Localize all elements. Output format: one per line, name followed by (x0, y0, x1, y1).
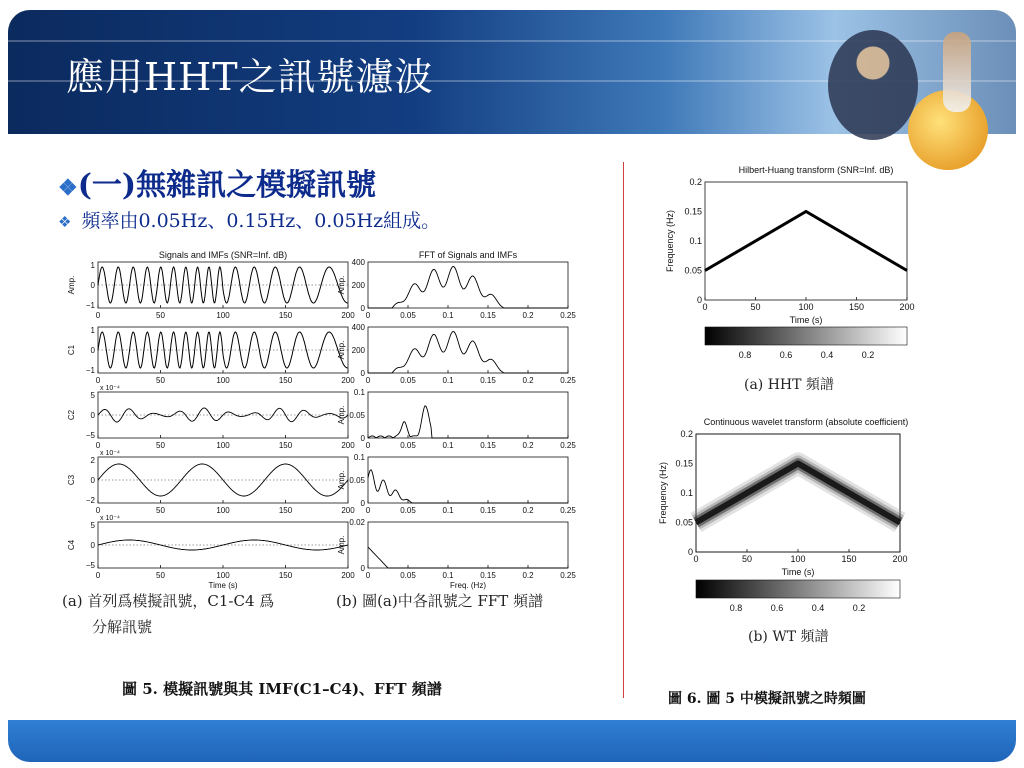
fft-spectrum-line (368, 470, 568, 503)
y-tick-label: 0.1 (689, 236, 702, 246)
x-tick-label: 0.05 (400, 376, 416, 385)
x-axis-label: Freq. (Hz) (450, 581, 486, 590)
x-tick-label: 200 (341, 311, 355, 320)
x-tick-label: 50 (156, 311, 165, 320)
y-tick-label: −1 (85, 301, 95, 310)
person-illustration (828, 30, 918, 140)
fft-panel (368, 457, 568, 503)
x-tick-label: 0.25 (560, 571, 576, 580)
x-tick-label: 0.2 (522, 506, 534, 515)
x-tick-label: 0.1 (442, 506, 454, 515)
x-tick-label: 150 (278, 506, 293, 515)
x-tick-label: 200 (899, 302, 915, 312)
y-tick-label: 0.15 (675, 458, 693, 469)
colorbar-tick-label: 0.4 (820, 350, 834, 360)
x-tick-label: 200 (341, 441, 355, 450)
chart-title: Continuous wavelet transform (absolute coefficient) (703, 417, 909, 427)
colorbar-tick-label: 0.2 (861, 350, 875, 360)
x-tick-label: 0 (702, 302, 708, 312)
y-tick-label: 0 (360, 304, 365, 313)
y-tick-label: 0.1 (353, 453, 365, 462)
x-tick-label: 200 (341, 571, 355, 580)
plot-frame (705, 182, 907, 300)
y-tick-label: 400 (351, 258, 365, 267)
y-tick-label: −5 (85, 431, 95, 440)
chart-title: Hilbert-Huang transform (SNR=Inf. dB) (738, 165, 894, 175)
y-tick-label: 0 (360, 434, 365, 443)
x-tick-label: 150 (841, 554, 857, 564)
x-tick-label: 0 (95, 376, 101, 385)
y-tick-label: 400 (351, 323, 365, 332)
x-tick-label: 0.2 (522, 311, 534, 320)
x-tick-label: 50 (156, 571, 165, 580)
fft-spectrum-line (368, 332, 568, 374)
x-tick-label: 0.15 (480, 376, 496, 385)
y-tick-label: −5 (85, 561, 95, 570)
wt-subcaption: (b) WT 頻譜 (748, 629, 829, 645)
footer-bar (8, 720, 1016, 762)
figure-5-signals-fft (50, 248, 670, 590)
y-tick-label: 0 (90, 476, 95, 485)
y-tick-label: 0.15 (684, 206, 702, 217)
y-tick-label: 0.2 (680, 429, 693, 439)
y-tick-label: 0 (90, 411, 95, 420)
x-tick-label: 0 (95, 571, 101, 580)
x-tick-label: 0.2 (522, 571, 534, 580)
exponent-label: x 10⁻⁴ (100, 385, 120, 392)
figure-5-caption: 圖 5. 模擬訊號與其 IMF(C1–C4)、FFT 頻譜 (122, 680, 442, 698)
woman-illustration (943, 32, 971, 112)
fft-spectrum-line (368, 406, 568, 438)
panel-label: Amp. (67, 275, 76, 295)
x-tick-label: 0 (365, 376, 371, 385)
panel-label: C2 (67, 409, 76, 421)
fft-panel (368, 522, 568, 568)
x-tick-label: 0.15 (480, 311, 496, 320)
y-tick-label: 1 (90, 326, 95, 335)
fft-spectrum-line (368, 547, 568, 568)
diamond-bullet-icon: ❖ (58, 213, 72, 231)
x-tick-label: 100 (798, 302, 814, 312)
chart-title: FFT of Signals and IMFs (418, 250, 518, 260)
y-tick-label: −2 (85, 496, 95, 505)
caption-a-line2: 分解訊號 (92, 618, 153, 636)
x-tick-label: 0.15 (480, 506, 496, 515)
y-tick-label: −1 (85, 366, 95, 375)
x-tick-label: 200 (341, 506, 355, 515)
page-title: 應用HHT之訊號濾波 (66, 55, 434, 99)
y-tick-label: 0.05 (349, 476, 365, 485)
x-tick-label: 0.25 (560, 506, 576, 515)
x-tick-label: 150 (848, 302, 865, 312)
x-tick-label: 50 (156, 506, 165, 515)
fft-panel (368, 327, 568, 373)
x-tick-label: 200 (341, 376, 355, 385)
diamond-bullet-icon: ❖ (58, 175, 78, 201)
hht-spectrum-chart (655, 160, 935, 360)
hht-subcaption: (a) HHT 頻譜 (744, 377, 834, 393)
x-axis-label: Time (s) (789, 315, 823, 325)
panel-label: Amp. (337, 405, 346, 425)
x-tick-label: 50 (156, 441, 165, 450)
x-tick-label: 0 (693, 554, 699, 564)
colorbar-tick-label: 0.8 (729, 603, 743, 613)
wt-spectrum-chart (650, 412, 940, 622)
x-tick-label: 0.1 (442, 311, 454, 320)
x-tick-label: 0.25 (560, 376, 576, 385)
chart-title: Signals and IMFs (SNR=Inf. dB) (158, 250, 288, 260)
y-tick-label: 0.02 (349, 518, 365, 527)
exponent-label: x 10⁻⁴ (100, 450, 120, 457)
x-tick-label: 0.05 (400, 571, 416, 580)
colorbar-tick-label: 0.8 (738, 350, 752, 360)
x-tick-label: 150 (278, 441, 293, 450)
x-tick-label: 100 (216, 571, 230, 580)
fft-panel (368, 392, 568, 438)
x-tick-label: 0 (365, 571, 371, 580)
colorbar (696, 580, 900, 598)
y-tick-label: 0 (687, 547, 693, 557)
panel-label: C4 (67, 539, 76, 551)
signal-waveform (98, 332, 348, 368)
fft-spectrum-line (368, 267, 568, 309)
y-tick-label: 0.05 (349, 411, 365, 420)
colorbar (705, 327, 907, 345)
x-tick-label: 0.2 (522, 376, 534, 385)
signal-waveform (98, 408, 348, 422)
x-tick-label: 0.05 (400, 311, 416, 320)
x-tick-label: 50 (741, 554, 753, 564)
bullet-text (58, 206, 440, 233)
y-tick-label: 0.05 (684, 265, 702, 276)
x-tick-label: 0.05 (400, 506, 416, 515)
y-axis-label: Frequency (Hz) (665, 209, 675, 273)
colorbar-tick-label: 0.6 (779, 350, 793, 360)
x-tick-label: 0.15 (480, 441, 496, 450)
colorbar-tick-label: 0.2 (852, 603, 866, 613)
x-tick-label: 150 (278, 571, 293, 580)
caption-b: (b) 圖(a)中各訊號之 FFT 頻譜 (336, 592, 544, 610)
x-tick-label: 100 (216, 441, 230, 450)
x-tick-label: 0 (365, 506, 371, 515)
x-tick-label: 0 (95, 311, 101, 320)
x-tick-label: 50 (156, 376, 165, 385)
y-tick-label: 0.1 (680, 488, 693, 498)
x-tick-label: 0.1 (442, 571, 454, 580)
panel-label: C1 (67, 344, 76, 356)
y-tick-label: 200 (351, 281, 365, 290)
panel-label: C3 (67, 474, 76, 486)
x-tick-label: 50 (750, 302, 761, 312)
y-tick-label: 5 (90, 391, 95, 400)
y-tick-label: 0 (696, 295, 702, 305)
panel-label: Amp. (337, 340, 346, 360)
y-tick-label: 0.1 (353, 388, 365, 397)
x-tick-label: 0 (365, 311, 371, 320)
y-tick-label: 0 (360, 564, 365, 573)
y-tick-label: 0 (90, 541, 95, 550)
x-axis-label: Time (s) (208, 581, 238, 590)
y-tick-label: 0.05 (675, 517, 693, 528)
colorbar-tick-label: 0.4 (811, 603, 825, 613)
x-tick-label: 200 (892, 554, 908, 564)
bullet-heading-text: (一)無雜訊之模擬訊號 (77, 168, 377, 203)
x-tick-label: 100 (216, 506, 230, 515)
y-axis-label: Frequency (Hz) (658, 461, 668, 525)
x-axis-label: Time (s) (781, 567, 815, 577)
exponent-label: x 10⁻⁴ (100, 515, 120, 522)
x-tick-label: 100 (790, 554, 806, 564)
y-tick-label: 0.2 (689, 177, 702, 187)
colorbar-tick-label: 0.6 (770, 603, 784, 613)
x-tick-label: 0 (95, 506, 101, 515)
panel-label: Amp. (337, 275, 346, 295)
caption-a: (a) 首列爲模擬訊號，C1-C4 爲 (62, 592, 275, 610)
x-tick-label: 150 (278, 376, 293, 385)
y-tick-label: 1 (90, 261, 95, 270)
x-tick-label: 0.2 (522, 441, 534, 450)
bullet-body-text: 頻率由0.05Hz、0.15Hz、0.05Hz組成。 (81, 210, 441, 232)
bullet-heading (58, 160, 376, 204)
y-tick-label: 200 (351, 346, 365, 355)
y-tick-label: 0 (360, 499, 365, 508)
x-tick-label: 0.1 (442, 441, 454, 450)
y-tick-label: 2 (90, 456, 95, 465)
x-tick-label: 0.1 (442, 376, 454, 385)
panel-label: Amp. (337, 470, 346, 490)
signal-waveform (98, 540, 348, 550)
x-tick-label: 100 (216, 376, 230, 385)
figure-6-caption: 圖 6. 圖 5 中模擬訊號之時頻圖 (668, 691, 866, 707)
x-tick-label: 150 (278, 311, 293, 320)
x-tick-label: 0.05 (400, 441, 416, 450)
x-tick-label: 0 (365, 441, 371, 450)
y-tick-label: 0 (90, 281, 95, 290)
y-tick-label: 0 (90, 346, 95, 355)
x-tick-label: 0 (95, 441, 101, 450)
y-tick-label: 5 (90, 521, 95, 530)
x-tick-label: 100 (216, 311, 230, 320)
panel-label: Amp. (337, 535, 346, 555)
signal-waveform (98, 267, 348, 303)
x-tick-label: 0.25 (560, 441, 576, 450)
fft-panel (368, 262, 568, 308)
x-tick-label: 0.15 (480, 571, 496, 580)
signal-waveform (98, 464, 348, 496)
x-tick-label: 0.25 (560, 311, 576, 320)
y-tick-label: 0 (360, 369, 365, 378)
